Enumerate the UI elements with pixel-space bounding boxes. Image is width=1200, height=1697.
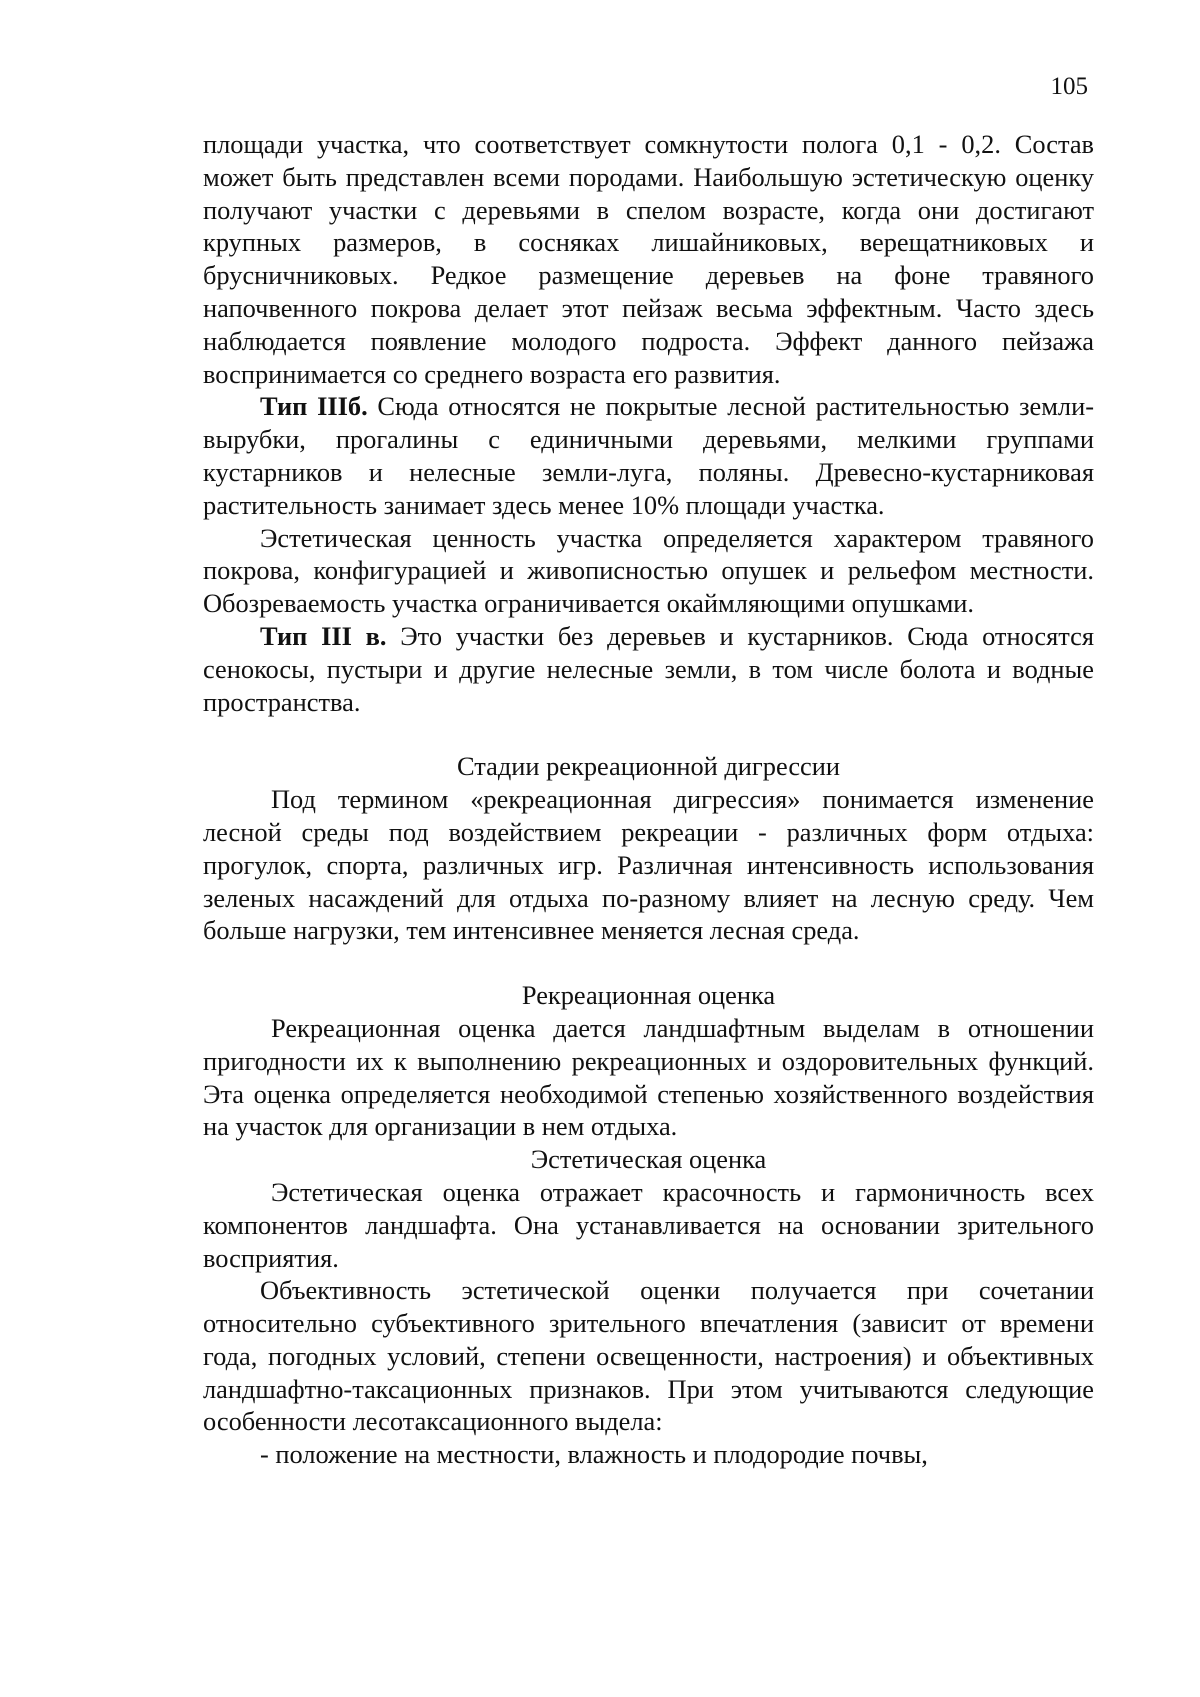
paragraph-type-3v bbox=[203, 620, 1094, 718]
list-item-location: - положение на местности, влажность и плодородие почвы, bbox=[260, 1439, 928, 1470]
heading-aesthetic-assessment: Эстетическая оценка bbox=[530, 1144, 767, 1175]
type-3v-label: Тип III в. bbox=[260, 620, 387, 651]
type-3b-label: Тип IIIб. bbox=[260, 391, 368, 422]
type-3b-text: Сюда относятся не покрытые лесной растительностью земли-вырубки, прогалины с единичными деревьями, мелкими группами кустарников и нелесные земли-луга, поляны. Древесно-кустарниковая растительность занимает здесь менее 10% площади участка. bbox=[203, 391, 1094, 520]
heading-recreational-digression: Стадии рекреационной дигрессии bbox=[457, 751, 840, 782]
page-number: 105 bbox=[1050, 73, 1088, 100]
paragraph-aesthetic-value: Эстетическая ценность участка определяется характером травяного покрова, конфигурацией и живописностью опушек и рельефом местности. Обозреваемость участка ограничивается окаймляющими опушками. bbox=[203, 522, 1094, 619]
paragraph-forest-stands: площади участка, что соответствует сомкнутости полога 0,1 - 0,2. Состав может быть представлен всеми породами. Наибольшую эстетическую оценку получают участки с деревьями в спелом возрасте, когда они достигают крупных размеров, в сосняках лишайниковых, верещатниковых и брусничниковых. Редкое размещение деревьев на фоне травяного напочвенного покрова делает этот пейзаж весьма эффектным. Часто здесь наблюдается появление молодого подроста. Эффект данного пейзажа воспринимается со среднего возраста его развития. bbox=[203, 129, 1094, 389]
paragraph-objectivity: Объективность эстетической оценки получается при сочетании относительно субъективного зрительного впечатления (зависит от времени года, погодных условий, степени освещенности, настроения) и объективных ландшафтно-таксационных признаков. При этом учитываются следующие особенности лесотаксационного выдела: bbox=[203, 1275, 1094, 1437]
paragraph-digression-definition: Под термином «рекреационная дигрессия» понимается изменение лесной среды под воздействием рекреации - различных форм отдыха: прогулок, спорта, различных игр. Различная интенсивность использования зеленых насаждений для отдыха по-разному влияет на лесную среду. Чем больше нагрузки, тем интенсивнее меняется лесная среда. bbox=[203, 784, 1094, 946]
paragraph-type-3b bbox=[203, 390, 1094, 521]
body-text bbox=[203, 128, 1094, 1471]
type-3v-text: Это участки без деревьев и кустарников. Сюда относятся сенокосы, пустыри и другие нелесные земли, в том числе болота и водные пространства. bbox=[203, 620, 1094, 717]
paragraph-recreational-assessment: Рекреационная оценка дается ландшафтным выделам в отношении пригодности их к выполнению рекреационных и оздоровительных функций. Эта оценка определяется необходимой степенью хозяйственного воздействия на участок для организации в нем отдыха. bbox=[203, 1012, 1094, 1142]
paragraph-aesthetic-assessment: Эстетическая оценка отражает красочность и гармоничность всех компонентов ландшафта. Она устанавливается на основании зрительного восприятия. bbox=[203, 1176, 1094, 1273]
heading-recreational-assessment: Рекреационная оценка bbox=[521, 980, 776, 1011]
